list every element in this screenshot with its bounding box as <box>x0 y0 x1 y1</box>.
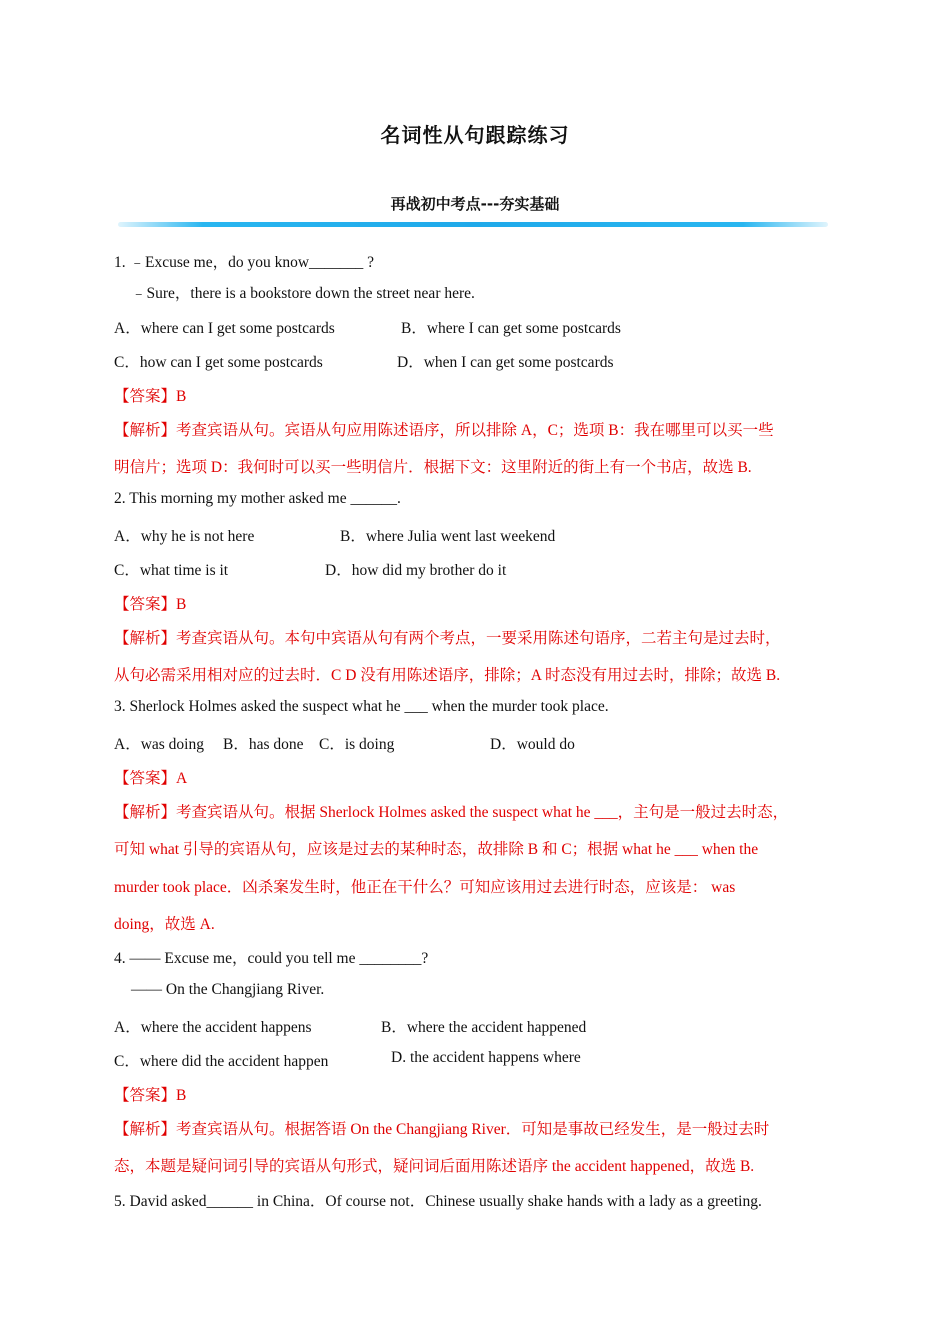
q3-analysis-line-4: doing，故选 A. <box>114 916 215 933</box>
q1-option-c: C．how can I get some postcards <box>114 354 323 371</box>
q1-answer: 【答案】B <box>114 388 187 405</box>
q1-analysis-line-1: 【解析】考查宾语从句。宾语从句应用陈述语序，所以排除 A，C；选项 B：我在哪里可以买一些 <box>114 422 774 439</box>
q3-answer: 【答案】A <box>114 770 188 787</box>
q4-option-a: A．where the accident happens <box>114 1019 312 1036</box>
q3-option-d: D．would do <box>490 736 575 753</box>
q1-option-a: A．where can I get some postcards <box>114 320 335 337</box>
q2-option-b: B．where Julia went last weekend <box>340 528 556 545</box>
q3-analysis-line-2: 可知 what 引导的宾语从句，应该是过去的某种时态，故排除 B 和 C；根据 what he ___ when the <box>114 841 759 858</box>
q3-option-b: B．has done <box>223 736 304 753</box>
q4-option-d: D. the accident happens where <box>391 1049 581 1066</box>
q2-option-c: C．what time is it <box>114 562 229 579</box>
q3-option-c: C．is doing <box>319 736 395 753</box>
q4-stem: 4. —— Excuse me，could you tell me ________? <box>114 950 429 967</box>
document-title: 名词性从句跟踪练习 <box>380 123 570 147</box>
q3-analysis-line-1: 【解析】考查宾语从句。根据 Sherlock Holmes asked the suspect what he ___，主句是一般过去时态， <box>114 804 789 821</box>
q4-analysis-line-1: 【解析】考查宾语从句。根据答语 On the Changjiang River．可知是事故已经发生，是一般过去时 <box>114 1121 770 1138</box>
q4-option-c: C．where did the accident happen <box>114 1053 329 1070</box>
q2-stem: 2. This morning my mother asked me ______. <box>114 490 401 507</box>
q1-option-d: D．when I can get some postcards <box>397 354 614 371</box>
q2-answer: 【答案】B <box>114 596 187 613</box>
q3-analysis-line-3: murder took place．凶杀案发生时，他正在干什么？可知应该用过去进行时态，应该是： was <box>114 879 736 896</box>
q4-option-b: B．where the accident happened <box>381 1019 587 1036</box>
q1-option-b: B．where I can get some postcards <box>401 320 621 337</box>
q1-stem: 1. ﹣Excuse me，do you know_______ ? <box>114 254 375 271</box>
q4-reply: —— On the Changjiang River. <box>131 981 325 998</box>
q1-reply: ﹣Sure，there is a bookstore down the street near here. <box>131 285 475 302</box>
q2-option-a: A．why he is not here <box>114 528 255 545</box>
section-subtitle: 再战初中考点---夯实基础 <box>390 195 560 213</box>
decorative-divider <box>118 222 828 227</box>
q1-analysis-line-2: 明信片；选项 D：我何时可以买一些明信片．根据下文：这里附近的街上有一个书店，故选 B. <box>114 459 752 476</box>
q3-stem: 3. Sherlock Holmes asked the suspect what he ___ when the murder took place. <box>114 698 609 715</box>
q2-analysis-line-1: 【解析】考查宾语从句。本句中宾语从句有两个考点，一要采用陈述句语序，二若主句是过去时， <box>114 630 781 647</box>
q4-analysis-line-2: 态，本题是疑问词引导的宾语从句形式，疑问词后面用陈述语序 the accident happened，故选 B. <box>114 1158 755 1175</box>
q4-answer: 【答案】B <box>114 1087 187 1104</box>
q2-analysis-line-2: 从句必需采用相对应的过去时．C D 没有用陈述语序，排除；A 时态没有用过去时，排除；故选 B. <box>114 667 781 684</box>
q3-option-a: A．was doing <box>114 736 204 753</box>
q2-option-d: D．how did my brother do it <box>325 562 507 579</box>
q5-stem: 5. David asked______ in China．Of course not．Chinese usually shake hands with a lady as a greeting. <box>114 1193 762 1210</box>
